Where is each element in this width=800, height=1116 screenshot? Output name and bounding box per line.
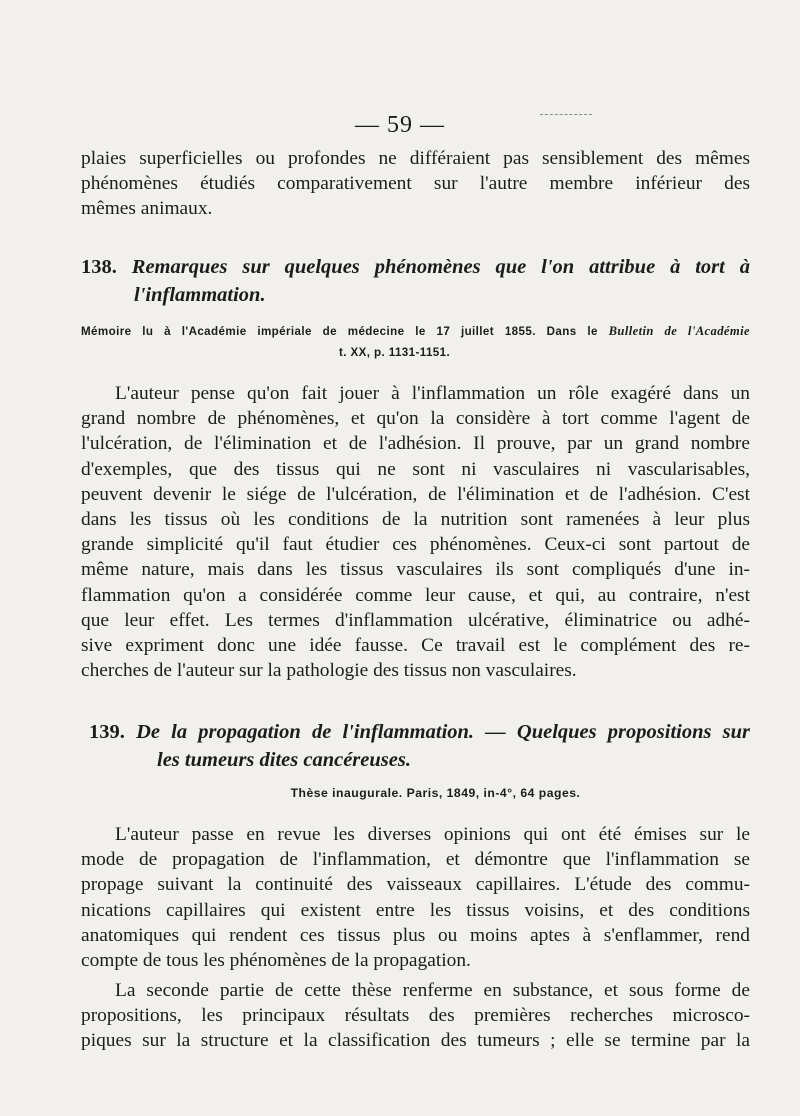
intro-paragraph (81, 146, 750, 222)
page-number: — 59 — (355, 112, 445, 138)
text-line: que leur effet. Les termes d'inflammation ulcérative, éliminatrice ou adhé- (81, 609, 750, 631)
text-line: d'exemples, que des tissus qui ne sont ni vasculaires ni vascularisables, (81, 458, 750, 480)
text-line: l'ulcération, de l'élimination et de l'adhésion. Il prouve, par un grand nombre (81, 433, 750, 455)
printer-mark (540, 114, 592, 117)
section-139-citation: Thèse inaugurale. Paris, 1849, in-4°, 64 pages. (290, 786, 581, 800)
text-line: phénomènes étudiés comparativement sur l'autre membre inférieur des (81, 173, 750, 195)
section-title-line (81, 254, 750, 282)
citation-line (81, 321, 750, 342)
section-number: 138. (81, 256, 117, 278)
text-line: L'auteur pense qu'on fait jouer à l'inflammation un rôle exagéré dans un (115, 383, 750, 404)
text-line: plaies superficielles ou profondes ne différaient pas sensiblement des mêmes (81, 148, 750, 169)
text-line: mêmes animaux. (81, 198, 213, 220)
text-line: même nature, mais dans les tissus vasculaires ils sont compliqués d'une in- (81, 559, 750, 581)
section-title-continued: l'inflammation. (134, 283, 266, 306)
text-line: L'auteur passe en revue les diverses opinions qui ont été émises sur le (115, 824, 750, 845)
text-line: nications capillaires qui existent entre les tissus voisins, et des conditions (81, 899, 750, 921)
text-line: grand nombre de phénomènes, et qu'on la considère à tort comme l'agent de (81, 408, 750, 430)
text-line: sive expriment donc une idée fausse. Ce travail est le complément des re- (81, 634, 750, 656)
section-title-continued: les tumeurs dites cancéreuses. (157, 748, 411, 771)
section-139-paragraph-2 (81, 978, 750, 1054)
text-line: dans les tissus où les conditions de la nutrition sont ramenées à leur plus (81, 508, 750, 530)
text-line: mode de propagation de l'inflammation, et démontre que l'inflammation se (81, 849, 750, 871)
section-title-line (81, 747, 750, 775)
section-title-line (81, 282, 750, 310)
text-line: peuvent devenir le siége de l'ulcération, de l'élimination et de l'adhésion. C'est (81, 483, 750, 505)
section-138-heading (81, 254, 750, 309)
section-139-paragraph-1 (81, 822, 750, 973)
citation-line: t. XX, p. 1131-1151. (339, 346, 451, 359)
text-line: anatomiques qui rendent ces tissus plus ou moins aptes à s'enflammer, rend (81, 924, 750, 946)
text-line: flammation qu'on a considérée comme leur cause, et qui, au contraire, n'est (81, 584, 750, 606)
section-number: 139. (89, 721, 125, 743)
text-line: La seconde partie de cette thèse renferme en substance, et sous forme de (115, 980, 750, 1001)
section-title-line (81, 719, 750, 747)
section-138-citation (81, 321, 750, 363)
section-title: Remarques sur quelques phénomènes que l'on attribue à tort à (131, 256, 750, 278)
section-138-body (81, 381, 750, 683)
section-title: De la propagation de l'inflammation. — Quelques propositions sur (136, 721, 751, 743)
section-139-heading (81, 719, 750, 774)
text-line: propositions, les principaux résultats des premières recherches microsco- (81, 1005, 750, 1027)
text-line: propage suivant la continuité des vaisseaux capillaires. L'étude des commu- (81, 874, 750, 896)
text-line: piques sur la structure et la classification des tumeurs ; elle se termine par la (81, 1030, 750, 1052)
citation-journal: Bulletin de l'Académie (608, 324, 750, 338)
text-line: cherches de l'auteur sur la pathologie des tissus non vasculaires. (81, 660, 577, 682)
text-line: compte de tous les phénomènes de la propagation. (81, 949, 471, 971)
citation-text: Mémoire lu à l'Académie impériale de médecine le 17 juillet 1855. Dans le (81, 325, 598, 338)
text-line: grande simplicité qu'il faut étudier ces phénomènes. Ceux-ci sont partout de (81, 534, 750, 556)
